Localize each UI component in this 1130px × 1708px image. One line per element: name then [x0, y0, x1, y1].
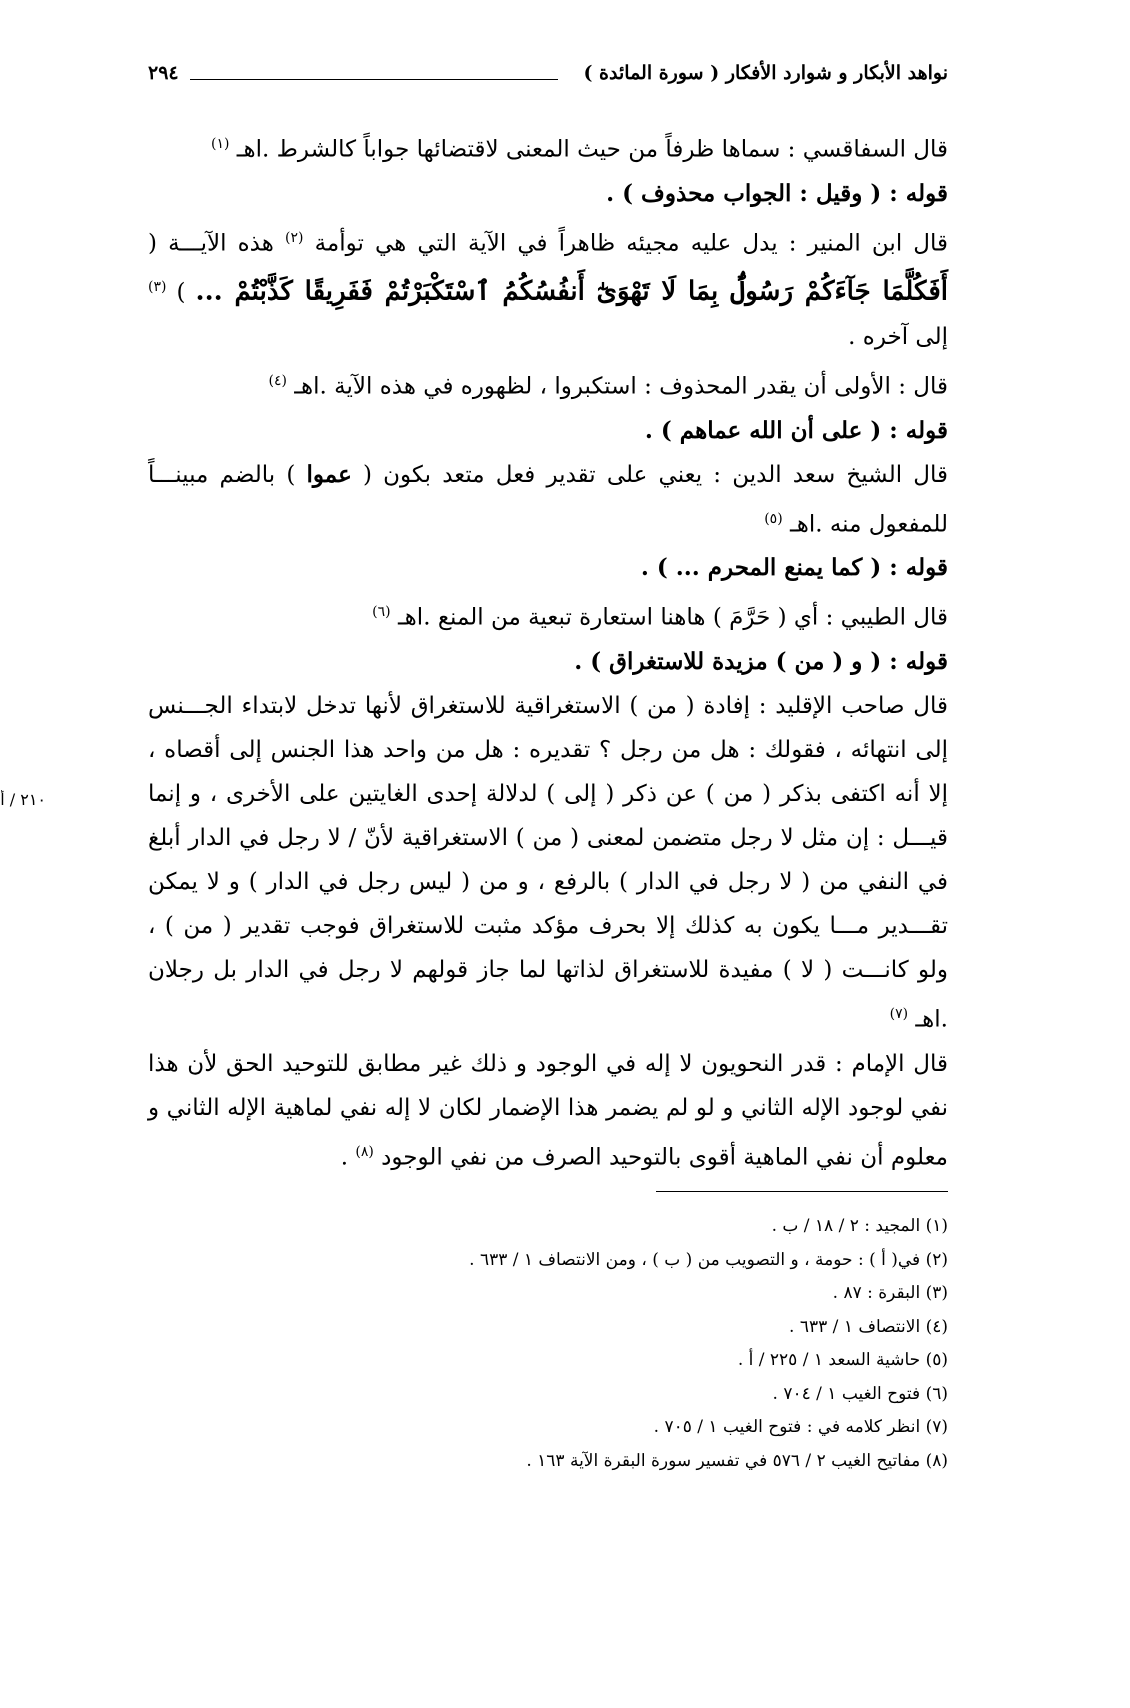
footnote-ref-6: (٦): [372, 604, 391, 621]
header-rule: [190, 79, 558, 80]
paragraph-safaqusi: قال السفاقسي : سماها ظرفاً من حيث المعنى لاقتضائها جواباً كالشرط .اهـ $^{(١)}$: [210, 136, 948, 163]
margin-folio-note: ٢١٠ / أ: [0, 790, 46, 809]
paragraph-ibn-munir: قال ابن المنير : يدل عليه مجيئه ظاهراً في الآية التي هي توأمة $^{(٢)}$ هذه الآيـــة ( أَفَكُلَّمَا جَآءَكُمْ رَسُولٌۢ بِمَا لَا تَهْوَىٰٓ أَنفُسُكُمُ ٱسْتَكْبَرْتُمْ فَفَرِيقًا كَذَّبْتُمْ ... ) $^{(٣)}$ إلى آخره .: [148, 229, 949, 350]
paragraph-saad-aldin: قال الشيخ سعد الدين : يعني على تقدير فعل متعد بكون ( عموا ) بالضم مبينـــاً للمفعول منه .اهـ $^{(٥)}$: [148, 460, 948, 538]
footnote-8: (٨) مفاتيح الغيب ٢ / ٥٧٦ في تفسير سورة البقرة الآية ١٦٣ .: [526, 1450, 948, 1471]
header-title: نواهد الأبكار و شوارد الأفكار ( سورة المائدة ): [583, 62, 948, 84]
footnote-4: (٤) الانتصاف ١ / ٦٣٣ .: [789, 1316, 948, 1337]
paragraph-imam: قال الإمام : قدر النحويون لا إله في الوجود و ذلك غير مطابق للتوحيد الحق لأن هذا نفي لوجود الإله الثاني و لو لم يضمر هذا الإضمار لكان لا إله نفي لماهية الإله الثاني و معلوم أن نفي الماهية أقوى بالتوحيد الصرف من نفي الوجود $^{(٨)}$ .: [148, 1050, 948, 1171]
paragraph-tibi: قال الطيبي : أي ( حَرَّمَ ) هاهنا استعارة تبعية من المنع .اهـ $^{(٦)}$: [372, 604, 948, 631]
heading-istighraq: قوله : ( و ( من ) مزيدة للاستغراق ) .: [574, 647, 948, 675]
footnote-ref-8: (٨): [355, 1143, 374, 1160]
footnote-ref-2: (٢): [285, 229, 304, 246]
footnote-ref-7: (٧): [889, 1005, 909, 1022]
footnote-ref-1: (١): [210, 136, 230, 152]
paragraph-iqlid: قال صاحب الإقليد : إفادة ( من ) الاستغراقية للاستغراق لأنها تدخل لابتداء الجـــنس إلى انتهائه ، فقولك : هل من رجل ؟ تقديره : هل من واحد هذا الجنس إلى أقصاه ، إلا أنه اكتفى بذكر ( من ) عن ذكر ( إلى ) لدلالة إحدى الغايتين على الأخرى ، و إنما قيـــل : إن مثل لا رجل متضمن لمعنى ( من ) الاستغراقية لأنّ / لا رجل في الدار أبلغ في النفي من ( لا رجل في الدار ) بالرفع ، و من ( ليس رجل في الدار ) و لا يمكن تقـــدير مـــا يكون به كذلك إلا بحرف مؤكد مثبت للاستغراق فوجب تقدير ( من ) ، ولو كانـــت ( لا ) مفيدة للاستغراق لذاتها لما جاز قولهم لا رجل في الدار بل رجلان .اهـ $^{(٧)}$: [148, 692, 948, 1033]
footnote-ref-4: (٤): [268, 372, 287, 389]
paragraph-awla: قال : الأولى أن يقدر المحذوف : استكبروا ، لظهوره في هذه الآية .اهـ $^{(٤)}$: [268, 372, 948, 400]
running-header: [148, 62, 948, 92]
footnote-5: (٥) حاشية السعد ١ / ٢٢٥ / أ .: [737, 1350, 948, 1370]
page-number: ٢٩٤: [148, 62, 179, 84]
footnote-3: (٣) البقرة : ٨٧ .: [832, 1283, 948, 1303]
footnotes: [148, 1210, 948, 1478]
footnote-ref-3: (٣): [148, 279, 167, 296]
footnote-7: (٧) انظر كلامه في : فتوح الغيب ١ / ٧٠٥ .: [653, 1417, 948, 1437]
footnote-6: (٦) فتوح الغيب ١ / ٧٠٤ .: [772, 1383, 948, 1404]
footnote-ref-5: (٥): [764, 510, 783, 527]
quranic-verse: أَفَكُلَّمَا جَآءَكُمْ رَسُولٌۢ بِمَا لَا تَهْوَىٰٓ أَنفُسُكُمُ ٱسْتَكْبَرْتُمْ فَفَرِيقًا كَذَّبْتُمْ ...: [195, 276, 949, 307]
footnote-1: (١) المجيد : ٢ / ١٨ / ب .: [771, 1216, 948, 1236]
heading-muhrim: قوله : ( كما يمنع المحرم ... ) .: [640, 554, 948, 582]
footnote-2: (٢) في( أ ) : حومة ، و التصويب من ( ب ) ، ومن الانتصاف ١ / ٦٣٣ .: [469, 1249, 948, 1270]
main-text: [148, 122, 948, 1179]
heading-allah-amahum: قوله : ( على أن الله عماهم ) .: [644, 416, 948, 444]
footnote-separator: [656, 1191, 948, 1192]
heading-jawab-mahdhuf: قوله : ( وقيل : الجواب محذوف ) .: [606, 179, 948, 207]
